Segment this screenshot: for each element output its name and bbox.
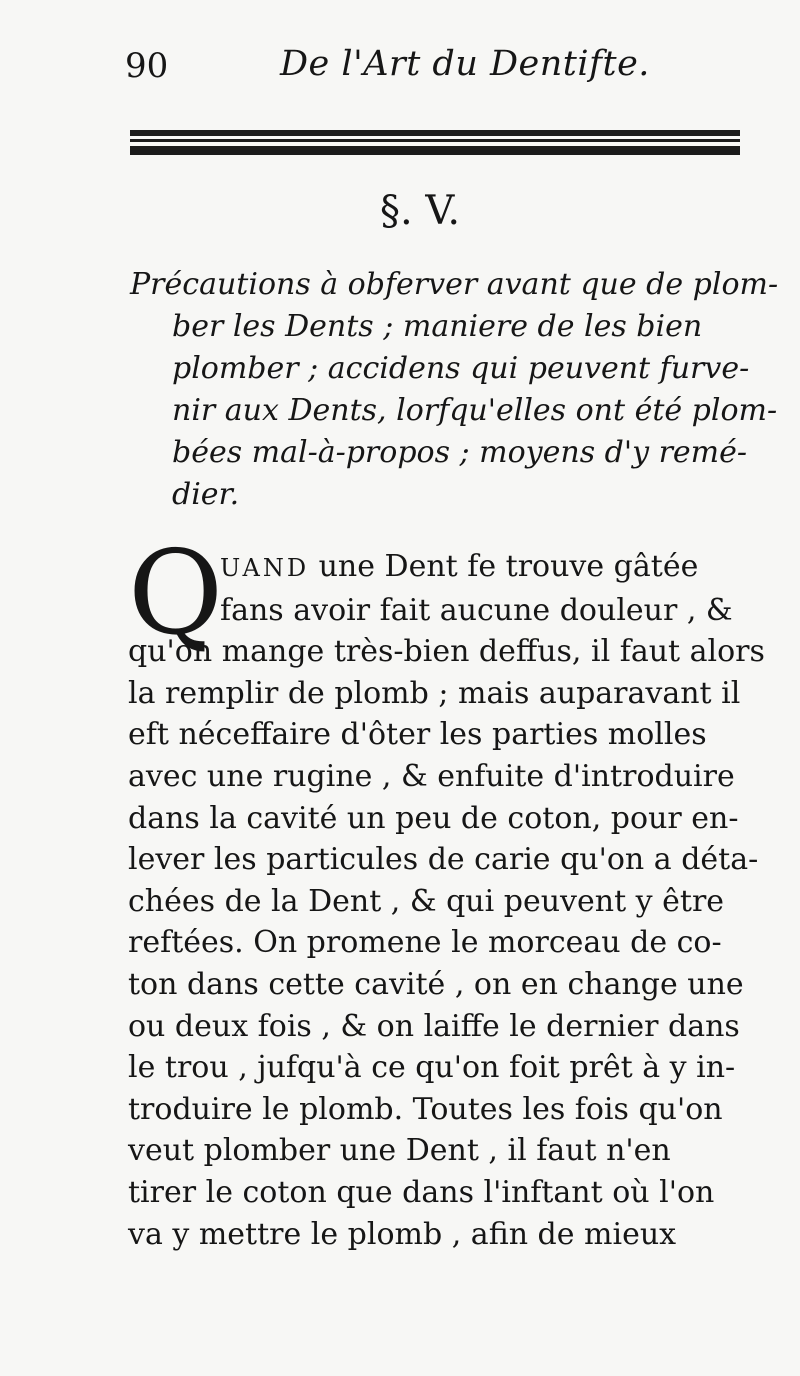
- running-head: De l'Art du Dentifte.: [280, 44, 650, 84]
- header-rule-middle: [130, 139, 740, 142]
- page-number: 90: [125, 46, 169, 86]
- header-rule-top: [130, 130, 740, 136]
- summary-line: ber les Dents ; maniere de les bien: [172, 309, 703, 344]
- body-line-text: une Dent fe trouve gâtée: [318, 549, 699, 584]
- body-line: eft néceffaire d'ôter les parties molles: [128, 717, 707, 753]
- drop-cap: Q: [128, 526, 224, 661]
- body-line: ou deux fois , & on laiffe le dernier dans: [128, 1008, 740, 1044]
- first-word-smallcaps: UAND: [220, 554, 310, 582]
- body-line: troduire le plomb. Toutes les fois qu'on: [128, 1091, 723, 1127]
- body-line: dans la cavité un peu de coton, pour en-: [128, 800, 739, 836]
- summary-line: Précautions à obferver avant que de plom-: [130, 267, 779, 302]
- summary-line: dier.: [172, 477, 240, 512]
- section-heading: §. V.: [380, 188, 461, 234]
- body-line: ton dans cette cavité , on en change une: [128, 966, 744, 1002]
- body-line: qu'on mange très-bien deffus, il faut alors: [128, 634, 765, 670]
- body-line: chées de la Dent , & qui peuvent y être: [128, 883, 725, 919]
- body-line: lever les particules de carie qu'on a déta-: [128, 842, 759, 878]
- body-text: [128, 546, 763, 1255]
- body-line: le trou , jufqu'à ce qu'on foit prêt à y in-: [128, 1050, 736, 1086]
- header-rule-bottom: [130, 146, 740, 155]
- summary-line: bées mal-à-propos ; moyens d'y remé-: [172, 435, 748, 470]
- body-line: la remplir de plomb ; mais auparavant il: [128, 675, 741, 711]
- body-line: tirer le coton que dans l'inftant où l'on: [128, 1174, 715, 1210]
- body-line: avec une rugine , & enfuite d'introduire: [128, 758, 735, 794]
- body-line: fans avoir fait aucune douleur , &: [220, 592, 733, 628]
- summary-line: nir aux Dents, lorfqu'elles ont été plom-: [172, 393, 778, 428]
- summary-line: plomber ; accidens qui peuvent furve-: [172, 351, 750, 386]
- body-line: va y mettre le plomb , afin de mieux: [128, 1216, 677, 1252]
- body-line: veut plomber une Dent , il faut n'en: [128, 1133, 671, 1169]
- body-line: reftées. On promene le morceau de co-: [128, 925, 722, 961]
- body-line: [128, 546, 763, 590]
- section-summary: [130, 264, 779, 516]
